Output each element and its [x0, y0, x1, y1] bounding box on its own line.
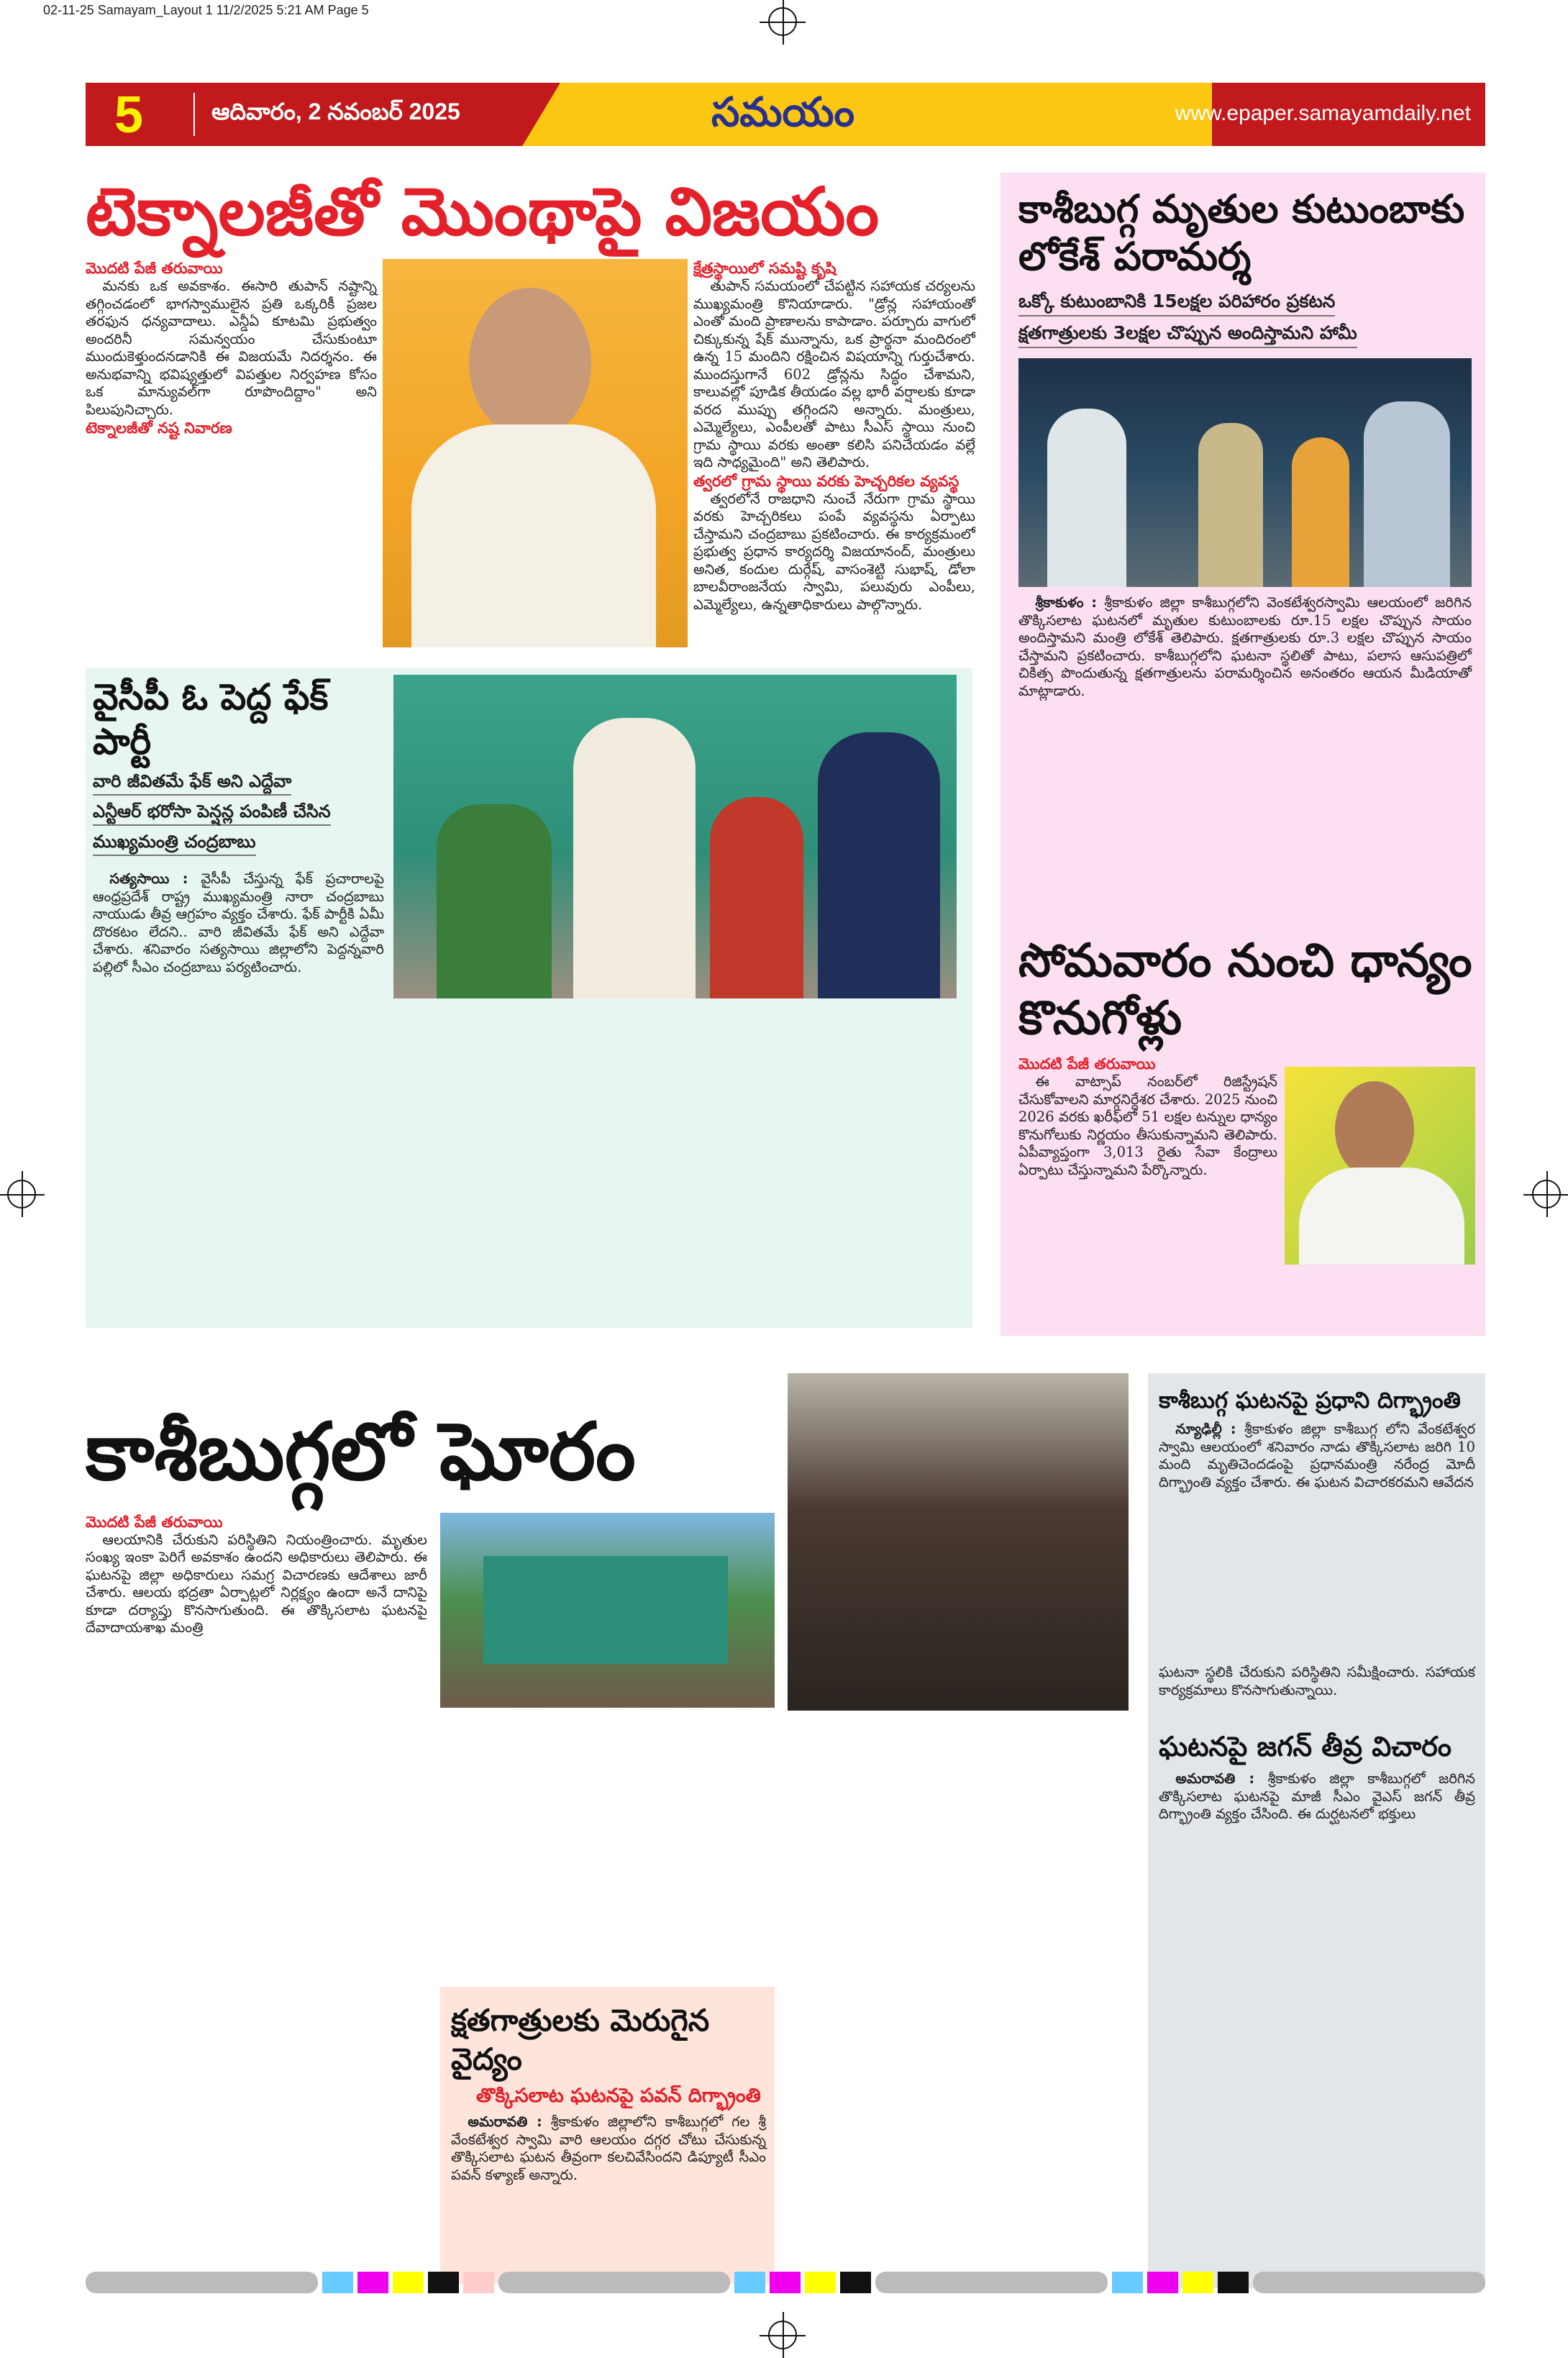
ysrcp-headline: వైసీపీ ఓ పెద్ద ఫేక్ పార్టీ — [93, 676, 329, 763]
lokesh-paragraph: శ్రీకాకుళం జిల్లా కాశీబుగ్గలోని వెంకటేశ్వరస్వామి ఆలయంలో జరిగిన తొక్కిసలాట ఘటనలో మృతుల కుటుంబాలకు రూ.15 లక్షల చొప్పున సాయం అందిస్తామని మంత్రి లోకేశ్ తెలిపారు. క్షతగాత్రులకు రూ.3 లక్షల చొప్పున సాయం చేస్తామని ప్రకటించారు. కాశీబుగ్గలోని ఘటనా స్థలితో పాటు, పలాస ఆసుపత్రిలో చికిత్స పొందుతున్న క్షతగాత్రులను పరామర్శించిన అనంతరం ఆయన మీడియాతో మాట్లాడారు. — [1018, 594, 1472, 699]
jagan-paragraph: శ్రీకాకుళం జిల్లా కాశీబుగ్గలో జరిగిన తొక్కిసలాట ఘటనపై మాజీ సీఎం వైఎస్ జగన్ తీవ్ర దిగ్భ్రాంతి వ్యక్తం చేసింది. ఈ దుర్ఘటనలో భక్తులు — [1159, 1770, 1475, 1822]
lead-headline: టెక్నాలజీతో మొంథాపై విజయం — [86, 173, 880, 250]
masthead — [86, 83, 1485, 146]
pm-headline: కాశీబుగ్గ ఘటనపై ప్రధాని దిగ్భ్రాంతి — [1159, 1388, 1461, 1414]
lead-subhead: క్షేత్రస్థాయిలో సమష్టి కృషి — [693, 259, 837, 277]
grain-headline: సోమవారం నుంచి ధాన్యం కొనుగోళ్లు — [1018, 934, 1472, 1045]
grain-paragraph: ఈ వాట్సాప్ నంబర్‌లో రిజిస్ట్రేషన్ చేసుకోవాలని మార్గనిర్దేశర చేశారు. 2025 నుంచి 2026 వరకు ఖరీఫ్‌లో 51 లక్షల టన్నుల ధాన్యం కొనుగోలుకు నిర్ణయం తీసుకున్నామని తెలిపారు. ఏపీవ్యాప్తంగా 3,013 రైతు సేవా కేంద్రాలు ఏర్పాటు చేస్తున్నామని పేర్కొన్నారు. — [1018, 1073, 1277, 1178]
tragedy-column-3 — [788, 1987, 1129, 2284]
dateline: సత్యసాయి : — [109, 870, 188, 887]
color-control-strip — [86, 2272, 1485, 2293]
subhead: వారి జీవితమే ఫేక్ అని ఎద్దేవా — [93, 768, 291, 796]
pm-jagan-box — [1148, 1373, 1485, 2288]
pawan-paragraph: శ్రీకాకుళం జిల్లాలోని కాశీబుగ్గలో గల శ్రీ వేంకటేశ్వర స్వామి వారి ఆలయం దగ్గర చోటు చేసుకున్న తొక్కిసలాట ఘటన తీవ్రంగా కలచివేసిందని డిప్యూటీ సీఎం పవన్ కళ్యాణ్ అన్నారు. — [451, 2113, 766, 2183]
tragedy-column-1 — [86, 1513, 427, 1637]
ysrcp-photo-pension-distribution — [393, 675, 957, 998]
lead-subhead: త్వరలో గ్రామ స్థాయి వరకు హెచ్చరికల వ్యవస్థ — [693, 471, 960, 490]
divider — [193, 93, 195, 136]
jagan-body — [1159, 1770, 1475, 1824]
dateline: అమరావతి : — [1175, 1770, 1255, 1787]
tragedy-photo-temple — [440, 1513, 775, 1708]
registration-mark-icon — [7, 1180, 36, 1208]
print-slug: 02-11-25 Samayam_Layout 1 11/2/2025 5:21 AM Page 5 — [43, 3, 369, 17]
lead-story — [86, 173, 975, 655]
ysrcp-paragraph: వైసీపీ చేస్తున్న ఫేక్ ప్రచారాలపై ఆంధ్రప్రదేశ్ రాష్ట్ర ముఖ్యమంత్రి నారా చంద్రబాబు నాయుడు తీవ్ర ఆగ్రహం వ్యక్తం చేశారు. ఫేక్ పార్టీకి ఏమీ దొరకటం లేదని.. వారి జీవితమే ఫేక్ అని ఎద్దేవా చేశారు. శనివారం సత్యసాయి జిల్లాలోని పెద్దన్నవారి పల్లిలో సీఎం చంద్రబాబు పర్యటించారు. — [93, 870, 384, 975]
continued-kicker: మొదటి పేజీ తరువాయి — [86, 1512, 223, 1531]
lead-paragraph: తుపాన్ సమయంలో చేపట్టిన సహాయక చర్యలను ముఖ్యమంత్రి కొనియాడారు. "డ్రోన్ల సహాయంతో ఎంతో మంది ప్రాణాలను కాపాడాం. పర్చూరు వాగులో చిక్కుకున్న షేక్ మున్నాను, ఒక ప్రార్థనా మందిరంలో ఉన్న 15 మందిని రక్షించిన విషయాన్ని గుర్తుచేశారు. ముందస్తుగానే 602 డ్రోన్లను సిద్ధం చేశామని, కాలువల్లో పూడిక తీయడం వల్ల భారీ వర్షాలకు కూడా వరద ముప్పు తగ్గిందని అన్నారు. మంత్రులు, ఎమ్మెల్యేలు, ఎంపీలతో పాటు సీఎస్ స్థాయి నుంచి గ్రామ స్థాయి వరకు అంతా కలిసి పనిచేయడం వల్లే ఇది సాధ్యమైంది" అని తెలిపారు. — [693, 278, 975, 470]
issue-date: ఆదివారం, 2 నవంబర్ 2025 — [211, 99, 460, 124]
lead-column-2 — [693, 259, 975, 614]
pawan-subhead: తొక్కిసలాట ఘటనపై పవన్ దిగ్భ్రాంతి — [476, 2085, 761, 2107]
grain-body — [1018, 1055, 1277, 1179]
subhead: ముఖ్యమంత్రి చంద్రబాబు — [93, 829, 256, 856]
subhead: ఒక్కో కుటుంబానికి 15లక్షల పరిహారం ప్రకటన — [1018, 288, 1335, 317]
pawan-headline: క్షతగాత్రులకు మెరుగైన వైద్యం — [451, 2003, 710, 2077]
pm-paragraph: శ్రీకాకుళం జిల్లా కాశీబుగ్గ లోని వేంకటేశ్వర స్వామి ఆలయంలో శనివారం నాడు తొక్కిసలాట జరిగి 10 మంది మృతిచెందడంపై ప్రధానమంత్రి నరేంద్ర మోదీ దిగ్భ్రాంతి వ్యక్తం చేశారు. ఈ ఘటన విచారకరమని ఆవేదన — [1159, 1421, 1476, 1490]
lokesh-body — [1018, 594, 1472, 925]
tragedy-headline: కాశీబుగ్గలో ఘోరం — [86, 1406, 636, 1498]
lokesh-subheads — [1018, 288, 1472, 351]
grain-photo-minister — [1285, 1067, 1475, 1265]
pawan-body — [451, 2113, 766, 2184]
registration-mark-icon — [768, 7, 797, 36]
lead-paragraph: త్వరలోనే రాజధాని నుంచే నేరుగా గ్రామ స్థాయి వరకు హెచ్చరికలు పంపే వ్యవస్థను ఏర్పాటు చేస్తామని చంద్రబాబు ప్రకటించారు. ఈ కార్యక్రమంలో ప్రభుత్వ ప్రధాన కార్యదర్శి విజయానంద్, మంత్రులు అనిత, కందుల దుర్గేష్, వాసంశెట్టి సుభాష్, డోలా బాలవీరాంజనేయ స్వామి, పలువురు ఎంపీలు, ఎమ్మెల్యేలు, ఉన్నతాధికారులు పాల్గొన్నారు. — [693, 490, 975, 613]
registration-mark-icon — [768, 2321, 797, 2349]
epaper-url[interactable]: www.epaper.samayamdaily.net — [1175, 101, 1471, 125]
pm-paragraph-end: ఘటనా స్థలికి చేరుకుని పరిస్థితిని సమీక్షించారు. సహాయక కార్యక్రమాలు కొనసాగుతున్నాయి. — [1159, 1664, 1475, 1698]
newspaper-logo: సమయం — [711, 89, 854, 135]
ysrcp-column-1 — [93, 870, 384, 976]
lead-column-1 — [86, 259, 377, 437]
continued-kicker: మొదటి పేజీ తరువాయి — [86, 259, 223, 277]
lead-paragraph: మనకు ఒక అవకాశం. ఈసారి తుపాన్ నష్టాన్ని తగ్గించడంలో భాగస్వాములైన ప్రతి ఒక్కరికీ ప్రజల తరఫున ధన్యవాదాలు. ఎన్డీఏ కూటమి ప్రభుత్వం అందరినీ సమన్వయం చేసుకుంటూ ముందుకెళ్తుందనడానికి ఈ విజయమే నిదర్శనం. ఈ అనుభవాన్ని భవిష్యత్తులో విపత్తుల నిర్వహణ కోసం ఒక మాన్యువల్‌గా రూపొందిద్దాం" అని పిలుపునిచ్చారు. — [86, 278, 377, 418]
lead-photo-chief-minister — [383, 259, 688, 647]
lokesh-grain-box — [1000, 173, 1485, 1336]
pm-body — [1159, 1421, 1475, 1723]
lokesh-photo-visit — [1018, 358, 1472, 587]
subhead: ఎన్టీఆర్ భరోసా పెన్షన్ల పంపిణీ చేసిన — [93, 798, 331, 826]
page-content — [86, 173, 1485, 2288]
subhead: క్షతగాత్రులకు 3లక్షల చొప్పున అందిస్తామని హామీ — [1018, 319, 1357, 348]
lead-subhead: టెక్నాలజీతో నష్ట నివారణ — [86, 419, 232, 437]
tragedy-column-2 — [440, 1719, 1129, 1978]
dateline: శ్రీకాకుళం : — [1035, 594, 1098, 611]
registration-mark-icon — [1532, 1180, 1561, 1208]
tragedy-photo-crowd — [788, 1373, 1129, 1711]
page-number: 5 — [114, 86, 144, 144]
continued-kicker: మొదటి పేజీ తరువాయి — [1018, 1055, 1156, 1073]
tragedy-section — [86, 1373, 1129, 2284]
lokesh-headline: కాశీబుగ్గ మృతుల కుటుంబాకు లోకేశ్ పరామర్శ — [1018, 186, 1465, 279]
dateline: న్యూఢిల్లీ : — [1175, 1421, 1236, 1437]
jagan-headline: ఘటనపై జగన్ తీవ్ర విచారం — [1159, 1731, 1451, 1762]
tragedy-paragraph: ఆలయానికి చేరుకుని పరిస్థితిని నియంత్రించారు. మృతుల సంఖ్య ఇంకా పెరిగే అవకాశం ఉందని అధికారులు తెలిపారు. ఈ ఘటనపై జిల్లా అధికారులు సమగ్ర విచారణకు ఆదేశాలు జారీ చేశారు. ఆలయ భద్రతా ఏర్పాట్లలో నిర్లక్ష్యం ఉందా అనే దానిపై కూడా దర్యాప్తు కొనసాగుతుంది. ఈ తొక్కిసలాట ఘటనపై దేవాదాయశాఖ మంత్రి — [86, 1531, 427, 1636]
ysrcp-story-box — [86, 668, 972, 1328]
ysrcp-subheads — [93, 768, 384, 859]
dateline: అమరావతి : — [468, 2113, 542, 2130]
pawan-story-box — [440, 1987, 775, 2284]
